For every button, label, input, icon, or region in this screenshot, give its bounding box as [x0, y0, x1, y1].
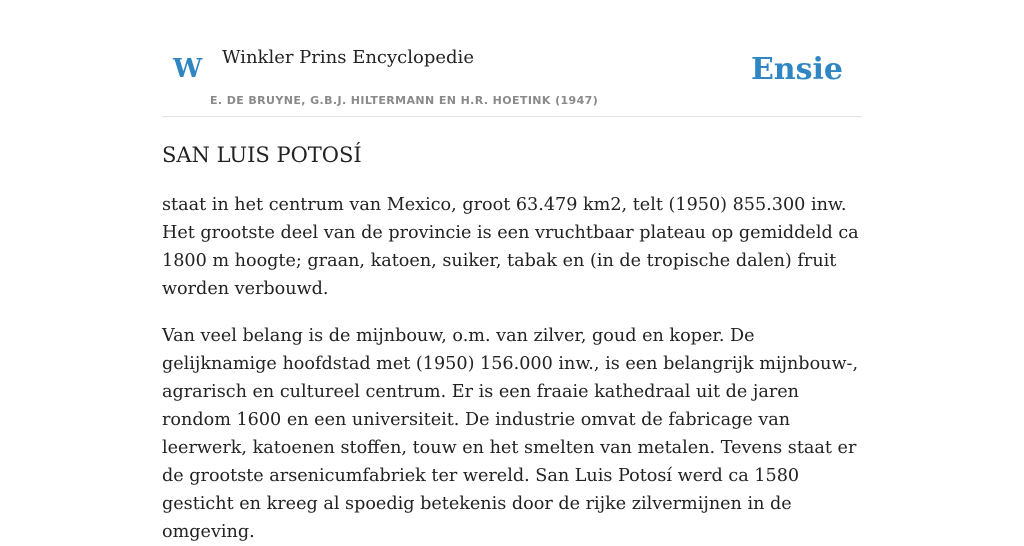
article-paragraph: staat in het centrum van Mexico, groot 63.479 km2, telt (1950) 855.300 inw. Het grootste deel van de provincie is een vruchtbaar plateau op gemiddeld ca 1800 m hoogte; graan, katoen, suiker, tabak en (in de tropische dalen) fruit worden verbouwd. — [162, 195, 859, 299]
encyclopedia-title[interactable]: Winkler Prins Encyclopedie — [222, 47, 474, 68]
ensie-logo[interactable]: Ensie — [750, 52, 843, 87]
site-header — [162, 0, 862, 117]
authors-line: E. DE BRUYNE, G.B.J. HILTERMANN EN H.R. HOETINK (1947) — [210, 94, 599, 107]
article — [162, 138, 862, 546]
winkler-prins-logo[interactable]: W — [173, 54, 203, 84]
article-title: SAN LUIS POTOSÍ — [162, 143, 362, 167]
article-paragraph: Van veel belang is de mijnbouw, o.m. van zilver, goud en koper. De gelijknamige hoofdstad met (1950) 156.000 inw., is een belangrijk mijnbouw-, agrarisch en cultureel centrum. Er is een fraaie kathedraal uit de jaren rondom 1600 en een universiteit. De industrie omvat de fabricage van leerwerk, katoenen stoffen, touw en het smelten van metalen. Tevens staat er de grootste arsenicumfabriek ter wereld. San Luis Potosí werd ca 1580 gesticht en kreeg al spoedig betekenis door de rijke zilvermijnen in de omgeving. — [162, 326, 859, 542]
